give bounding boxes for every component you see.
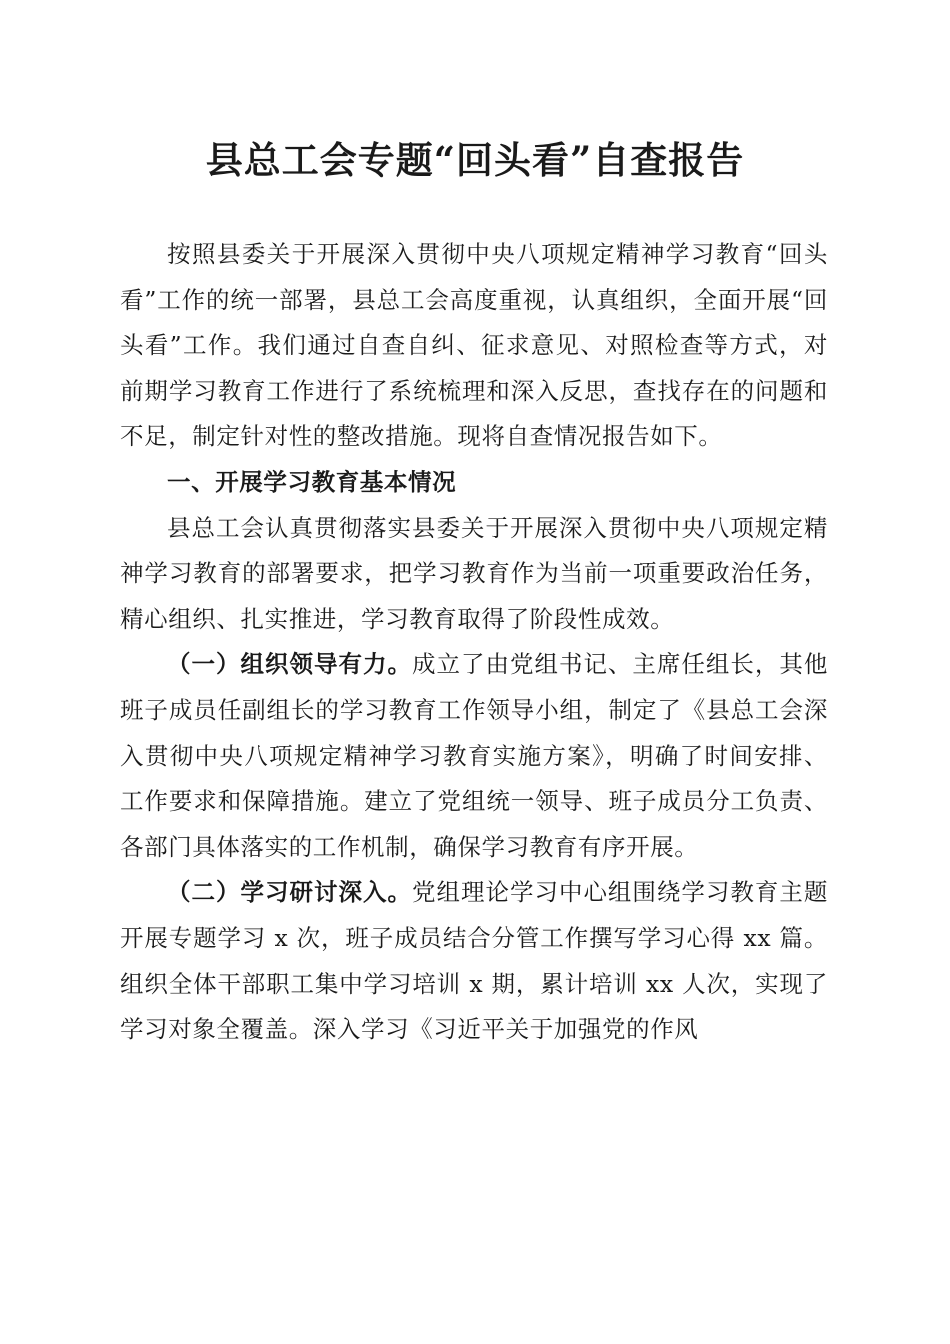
item-paragraph-2: [120, 870, 828, 1052]
document-title: 县总工会专题“回头看”自查报告: [205, 138, 745, 182]
section-heading: 一、开展学习教育基本情况: [167, 467, 457, 496]
item-label-2: （二）学习研讨深入。: [167, 878, 412, 907]
item-label-1: （一）组织领导有力。: [167, 650, 412, 679]
item-paragraph-1: [120, 642, 828, 870]
document-body: [120, 232, 828, 1053]
section-paragraph: 县总工会认真贯彻落实县委关于开展深入贯彻中央八项规定精神学习教育的部署要求，把学习教育作为当前一项重要政治任务，精心组织、扎实推进，学习教育取得了阶段性成效。: [120, 513, 828, 633]
item-text-1: 成立了由党组书记、主席任组长，其他班子成员任副组长的学习教育工作领导小组，制定了《县总工会深入贯彻中央八项规定精神学习教育实施方案》，明确了时间安排、工作要求和保障措施。建立了党组统一领导、班子成员分工负责、各部门具体落实的工作机制，确保学习教育有序开展。: [120, 650, 829, 861]
intro-paragraph: 按照县委关于开展深入贯彻中央八项规定精神学习教育“回头看”工作的统一部署，县总工会高度重视，认真组织，全面开展“回头看”工作。我们通过自查自纠、征求意见、对照检查等方式，对前期学习教育工作进行了系统梳理和深入反思，查找存在的问题和不足，制定针对性的整改措施。现将自查情况报告如下。: [120, 240, 828, 451]
item-text-2: 党组理论学习中心组围绕学习教育主题开展专题学习 x 次，班子成员结合分管工作撰写学习心得 xx 篇。组织全体干部职工集中学习培训 x 期，累计培训 xx 人次，实现了学习对象全覆盖。深入学习《习近平关于加强党的作风: [120, 878, 829, 1044]
